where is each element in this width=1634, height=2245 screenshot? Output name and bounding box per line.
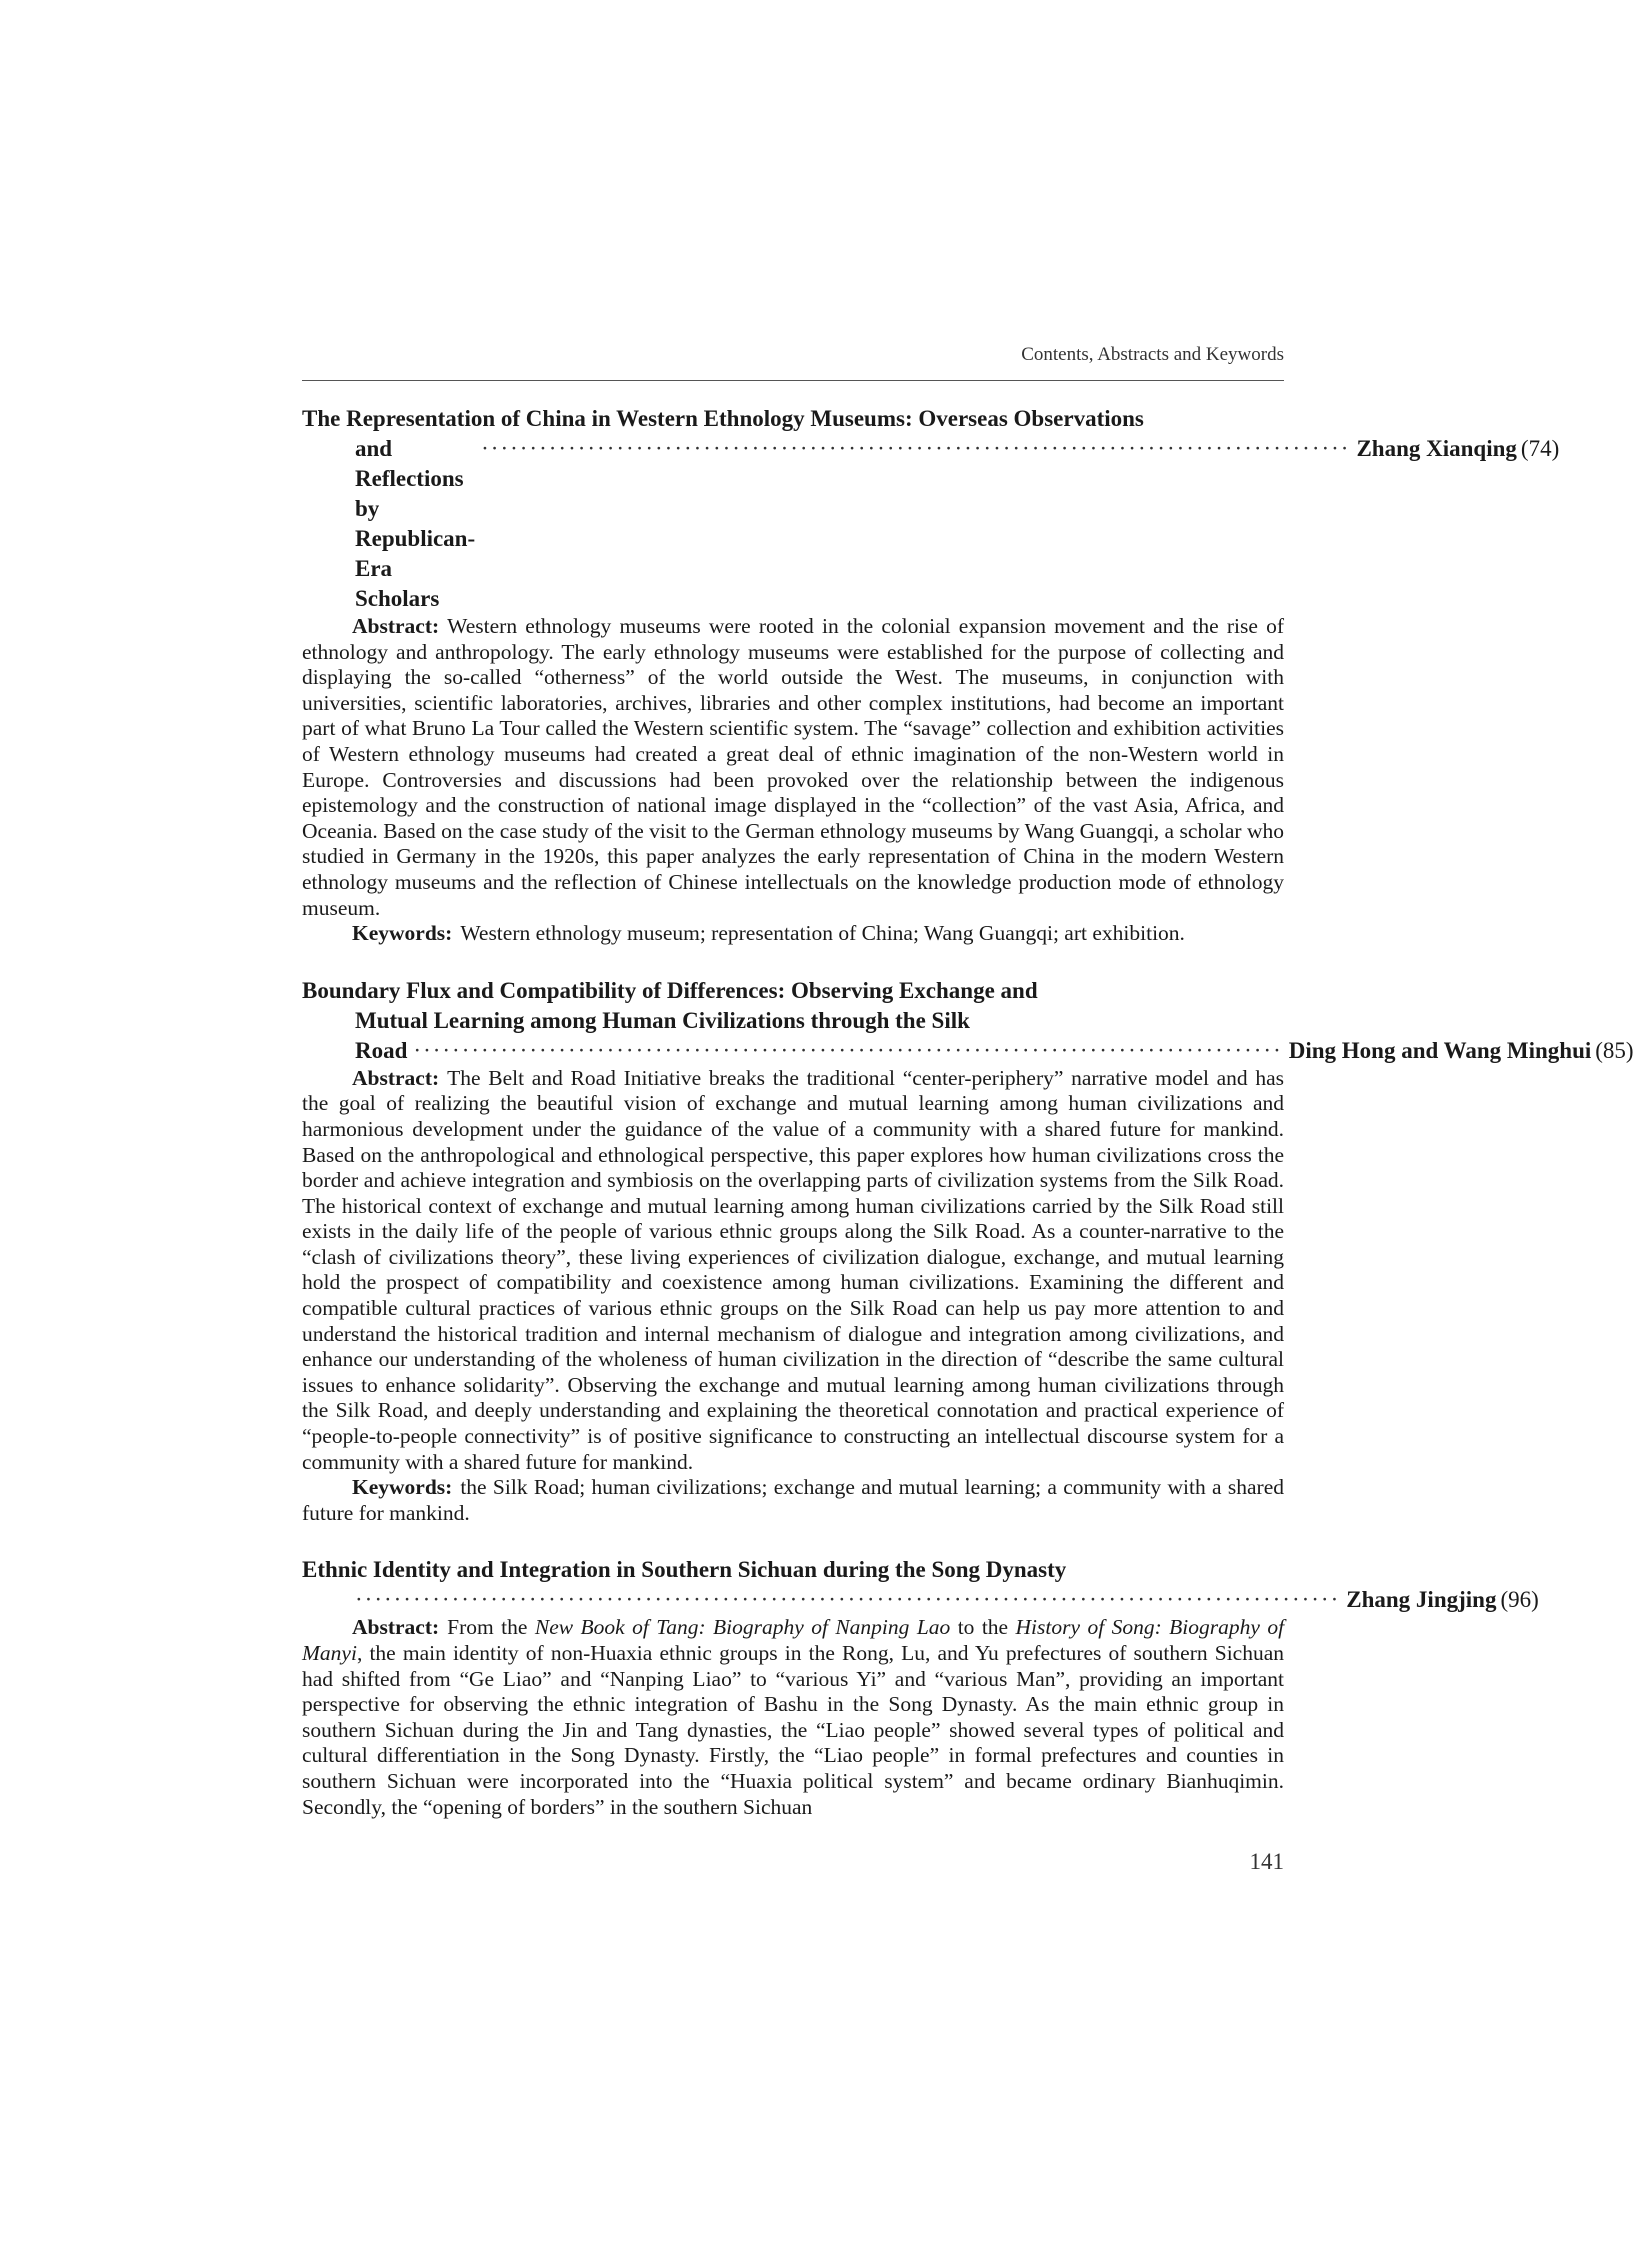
leader-dots: ··························································································	[413, 1037, 1283, 1063]
abstract-text: Western ethnology museums were rooted in the colonial expansion movement and the rise of ethnology and anthropology. The early ethnology museums were established for the purpose of collecting and displaying the so-called “otherness” of the world outside the West. The museums, in conjunction with universities, scientific laboratories, archives, libraries and other complex institutions, had become an important part of what Bruno La Tour called the Western scientific system. The “savage” collection and exhibition activities of Western ethnology museums had created a great deal of ethnic imagination of the non-Western world in Europe. Controversies and discussions had been provoked over the relationship between the indigenous epistemology and the construction of national image displayed in the “collection” of the vast Asia, Africa, and Oceania. Based on the case study of the visit to the German ethnology museums by Wang Guangqi, a scholar who studied in Germany in the 1920s, this paper analyzes the early representation of China in the modern Western ethnology museums and the reflection of Chinese intellectuals on the knowledge production mode of ethnology museum.	[302, 614, 1284, 920]
header-rule	[302, 380, 1284, 381]
entry-title: Ethnic Identity and Integration in Southern Sichuan during the Song Dynasty	[302, 1557, 1067, 1583]
keywords-text: the Silk Road; human civilizations; exchange and mutual learning; a community with a shared future for mankind.	[302, 1475, 1284, 1525]
page-number: 141	[1249, 1849, 1284, 1874]
entry-author-line	[302, 1036, 1634, 1066]
contents-entry	[302, 404, 1560, 947]
entry-abstract	[302, 614, 1284, 921]
entry-abstract	[302, 1066, 1284, 1476]
entry-author: Zhang Jingjing	[1346, 1587, 1497, 1613]
entry-title: The Representation of China in Western Ethnology Museums: Overseas Observations	[302, 406, 1144, 431]
entry-keywords	[302, 1475, 1284, 1526]
contents-entry	[302, 976, 1634, 1527]
keywords-text: Western ethnology museum; representation of China; Wang Guangqi; art exhibition.	[460, 921, 1185, 946]
entry-page: (74)	[1520, 436, 1560, 461]
entry-keywords	[302, 921, 1284, 947]
entry-title-continuation-2: Road	[355, 1037, 408, 1063]
contents-entry	[302, 1555, 1539, 1820]
contents-body	[302, 404, 1634, 1820]
abstract-text: , the main identity of non-Huaxia ethnic groups in the Rong, Lu, and Yu prefectures of southern Sichuan had shifted from “Ge Liao” and “Nanping Liao” to “various Yi” and “various Man”, providing an important perspective for observing the ethnic integration of Bashu in the Song Dynasty. As the main ethnic group in southern Sichuan during the Jin and Tang dynasties, the “Liao people” showed several types of political and cultural differentiation in the Song Dynasty. Firstly, the “Liao people” in formal prefectures and counties in southern Sichuan were incorporated into the “Huaxia political system” and became ordinary Bianhuqimin. Secondly, the “opening of borders” in the southern Sichuan	[302, 1641, 1284, 1819]
entry-title: Boundary Flux and Compatibility of Differences: Observing Exchange and	[302, 977, 1038, 1003]
abstract-label: Abstract:	[352, 614, 440, 638]
keywords-label: Keywords:	[352, 1475, 453, 1500]
abstract-text: The Belt and Road Initiative breaks the traditional “center-periphery” narrative model and has the goal of realizing the beautiful vision of exchange and mutual learning among human civilizations and harmonious development under the guidance of the value of a community with a shared future for mankind. Based on the anthropological and ethnological perspective, this paper explores how human civilizations cross the border and achieve integration and symbiosis on the overlapping parts of civilization systems from the Silk Road. The historical context of exchange and mutual learning among human civilizations carried by the Silk Road still exists in the daily life of the people of various ethnic groups along the Silk Road. As a counter-narrative to the “clash of civilizations theory”, these living experiences of civilization dialogue, exchange, and mutual learning hold the prospect of compatibility and coexistence among human civilizations. Examining the different and compatible cultural practices of various ethnic groups on the Silk Road can help us pay more attention to and understand the historical tradition and internal mechanism of dialogue and integration among civilizations, and enhance our understanding of the wholeness of human civilization in the direction of “describe the same cultural issues to enhance solidarity”. Observing the exchange and mutual learning among human civilizations through the Silk Road, and deeply understanding and explaining the theoretical connotation and practical experience of “people-to-people connectivity” is of positive significance to constructing an intellectual discourse system for a community with a shared future for mankind.	[302, 1065, 1284, 1474]
entry-title-continuation: Mutual Learning among Human Civilizations through the Silk	[355, 1007, 970, 1033]
entry-author-line	[302, 434, 1560, 614]
leader-dots: ······································································································	[355, 1587, 1341, 1613]
entry-title-continuation: and Reflections by Republican-Era Scholars	[355, 436, 476, 611]
entry-author: Ding Hong and Wang Minghui	[1288, 1037, 1592, 1063]
entry-author: Zhang Xianqing	[1356, 436, 1517, 461]
abstract-label: Abstract:	[352, 1065, 440, 1090]
entry-author-line	[302, 1585, 1539, 1615]
cited-work: New Book of Tang: Biography of Nanping Lao	[534, 1615, 951, 1640]
running-head: Contents, Abstracts and Keywords	[1021, 344, 1284, 365]
entry-page: (96)	[1500, 1587, 1539, 1613]
abstract-label: Abstract:	[352, 1615, 440, 1640]
cited-work: History of Song: Biography of Manyi	[302, 1615, 1285, 1665]
entry-abstract	[302, 1615, 1284, 1820]
abstract-text-pre: From the	[447, 1615, 528, 1640]
entry-page: (85)	[1595, 1037, 1634, 1063]
keywords-label: Keywords:	[352, 921, 453, 946]
leader-dots: ··························································································	[481, 436, 1351, 461]
abstract-text-mid: to the	[957, 1615, 1009, 1640]
